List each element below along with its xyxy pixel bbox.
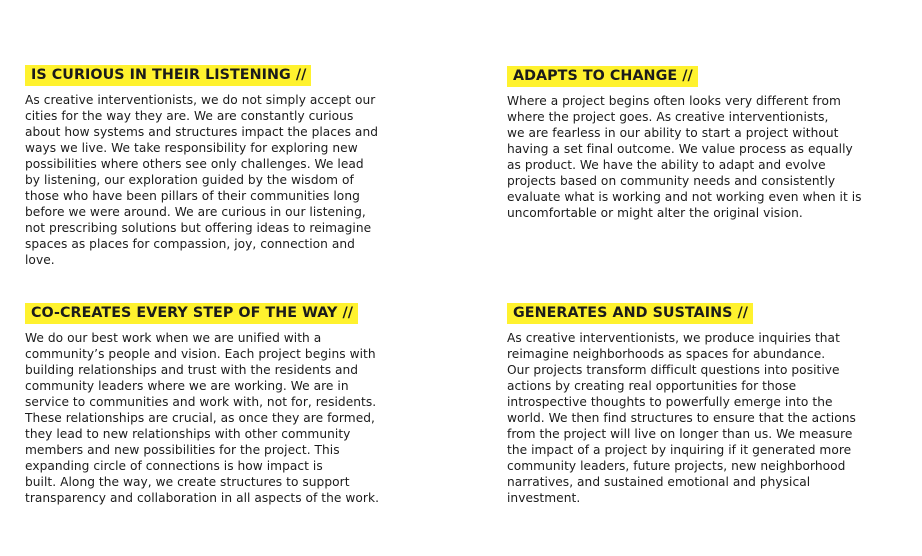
body-text-line: community leaders, future projects, new neighborhood: [507, 459, 846, 473]
body-text-line: investment.: [507, 491, 581, 505]
body-text-line: those who have been pillars of their communities long: [25, 189, 360, 203]
body-text-line: evaluate what is working and not working even when it is: [507, 190, 862, 204]
body-text-line: having a set final outcome. We value process as equally: [507, 142, 853, 156]
section-body: [507, 93, 899, 221]
body-text-line: the impact of a project by inquiring if it generated more: [507, 443, 852, 457]
body-text-line: before we were around. We are curious in our listening,: [25, 205, 366, 219]
section-co-creates: [25, 302, 417, 506]
body-text-line: cities for the way they are. We are constantly curious: [25, 109, 354, 123]
body-text-line: as product. We have the ability to adapt and evolve: [507, 158, 826, 172]
body-text-line: possibilities where others see only challenges. We lead: [25, 157, 364, 171]
body-text-line: built. Along the way, we create structures to support: [25, 475, 350, 489]
section-body: [25, 330, 417, 506]
body-text-line: members and new possibilities for the project. This: [25, 443, 340, 457]
body-text-line: We do our best work when we are unified with a: [25, 331, 322, 345]
body-text-line: from the project will live on longer than us. We measure: [507, 427, 853, 441]
body-text-line: actions by creating real opportunities for those: [507, 379, 797, 393]
section-heading: IS CURIOUS IN THEIR LISTENING //: [25, 65, 311, 86]
body-text-line: As creative interventionists, we do not simply accept our: [25, 93, 376, 107]
body-text-line: Our projects transform difficult questions into positive: [507, 363, 840, 377]
body-text-line: reimagine neighborhoods as spaces for abundance.: [507, 347, 826, 361]
section-curious-listening: [25, 64, 417, 268]
body-text-line: we are fearless in our ability to start a project without: [507, 126, 839, 140]
body-text-line: spaces as places for compassion, joy, connection and: [25, 237, 355, 251]
body-text-line: not prescribing solutions but offering ideas to reimagine: [25, 221, 372, 235]
body-text-line: projects based on community needs and consistently: [507, 174, 836, 188]
body-text-line: Where a project begins often looks very different from: [507, 94, 841, 108]
section-heading: GENERATES AND SUSTAINS //: [507, 303, 753, 324]
section-adapts-to-change: [507, 65, 899, 221]
body-text-line: service to communities and work with, not for, residents.: [25, 395, 377, 409]
body-text-line: by listening, our exploration guided by the wisdom of: [25, 173, 354, 187]
body-text-line: narratives, and sustained emotional and physical: [507, 475, 811, 489]
section-body: [25, 92, 417, 268]
body-text-line: As creative interventionists, we produce inquiries that: [507, 331, 840, 345]
body-text-line: ways we live. We take responsibility for exploring new: [25, 141, 358, 155]
body-text-line: building relationships and trust with the residents and: [25, 363, 359, 377]
body-text-line: expanding circle of connections is how impact is: [25, 459, 323, 473]
section-body: [507, 330, 899, 506]
body-text-line: world. We then find structures to ensure that the actions: [507, 411, 856, 425]
body-text-line: transparency and collaboration in all aspects of the work.: [25, 491, 379, 505]
section-heading: CO-CREATES EVERY STEP OF THE WAY //: [25, 303, 358, 324]
body-text-line: about how systems and structures impact the places and: [25, 125, 379, 139]
body-text-line: community’s people and vision. Each project begins with: [25, 347, 376, 361]
body-text-line: community leaders where we are working. We are in: [25, 379, 349, 393]
section-generates-sustains: [507, 302, 899, 506]
body-text-line: introspective thoughts to powerfully emerge into the: [507, 395, 833, 409]
body-text-line: uncomfortable or might alter the original vision.: [507, 206, 803, 220]
body-text-line: where the project goes. As creative interventionists,: [507, 110, 829, 124]
section-heading: ADAPTS TO CHANGE //: [507, 66, 698, 87]
body-text-line: they lead to new relationships with other community: [25, 427, 351, 441]
body-text-line: These relationships are crucial, as once they are formed,: [25, 411, 375, 425]
body-text-line: love.: [25, 253, 55, 267]
